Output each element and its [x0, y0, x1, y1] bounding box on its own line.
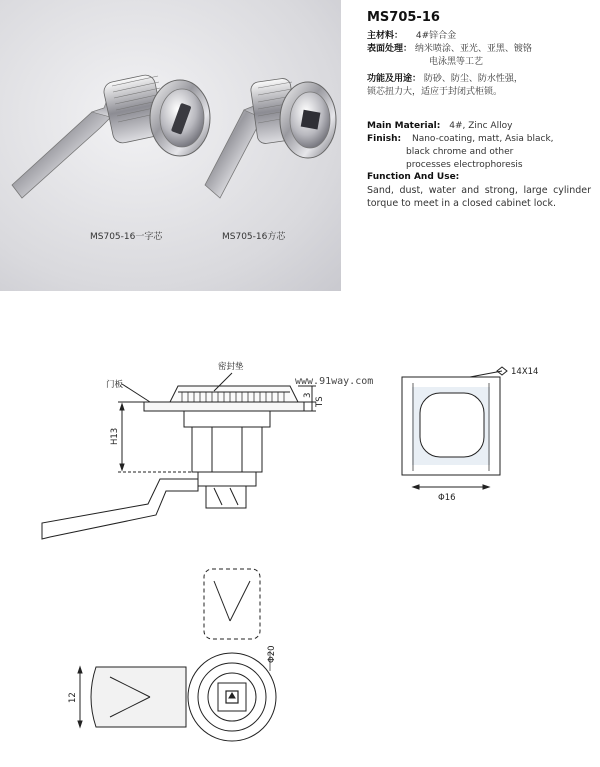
label-3: 3	[303, 392, 313, 398]
en-finish-line-1: Nano-coating, matt, Asia black,	[411, 134, 554, 144]
product-photo-panel	[0, 0, 341, 291]
label-h13: H13	[110, 427, 120, 445]
spec-panel	[347, 0, 600, 291]
watermark: www.91way.com	[295, 376, 374, 387]
cn-function-row	[367, 73, 523, 86]
en-material-label: Main Material:	[367, 121, 441, 131]
label-panel: 门板	[106, 380, 124, 390]
product-photo	[0, 0, 341, 291]
label-12: 12	[68, 692, 78, 703]
en-material-value: 4#, Zinc Alloy	[449, 121, 513, 131]
cn-surface-label: 表面处理：	[367, 44, 413, 54]
label-phi20: Φ20	[267, 645, 277, 663]
label-ts: TS	[315, 396, 325, 407]
cn-surface-row	[367, 43, 532, 56]
en-finish-label: Finish:	[367, 134, 402, 144]
label-14x14: 14X14	[511, 367, 539, 377]
label-gasket: 密封垫	[218, 362, 244, 372]
model-title: MS705-16	[367, 10, 440, 25]
en-finish-line-3: processes electrophoresis	[406, 160, 523, 170]
cn-material-value: 4#锌合金	[415, 31, 457, 41]
cn-material-row	[367, 30, 456, 43]
cn-surface-value-2: 电泳黑等工艺	[429, 57, 484, 67]
en-function-label-row	[367, 171, 459, 183]
panel-cutout-view	[402, 367, 507, 489]
en-finish-row	[367, 133, 554, 145]
lock-photo-square	[205, 78, 336, 198]
cn-function-value-2: 锁芯扭力大，适应于封闭式柜锁。	[367, 87, 503, 97]
caption-slotted: MS705-16一字芯	[90, 232, 163, 242]
en-function-label: Function And Use:	[367, 172, 460, 182]
en-function-text: Sand, dust, water and strong, large cylinder torque to meet in a closed cabinet lock.	[367, 185, 591, 209]
en-material-row	[367, 120, 512, 132]
cn-function-label: 功能及用途：	[367, 74, 422, 84]
cn-material-label: 主材料：	[367, 31, 404, 41]
drawing-canvas	[0, 291, 600, 763]
side-view	[42, 373, 316, 539]
lock-photo-slotted	[12, 73, 210, 198]
en-finish-line-2: black chrome and other	[406, 147, 514, 157]
front-view	[78, 569, 276, 741]
label-phi16: Φ16	[438, 493, 456, 503]
caption-square: MS705-16方芯	[222, 232, 286, 242]
cn-surface-value-1: 纳米喷涂、亚光、亚黑、镀铬	[414, 44, 532, 54]
technical-drawing	[0, 291, 600, 763]
cn-function-value-1: 防砂、防尘、防水性强，	[423, 74, 523, 84]
